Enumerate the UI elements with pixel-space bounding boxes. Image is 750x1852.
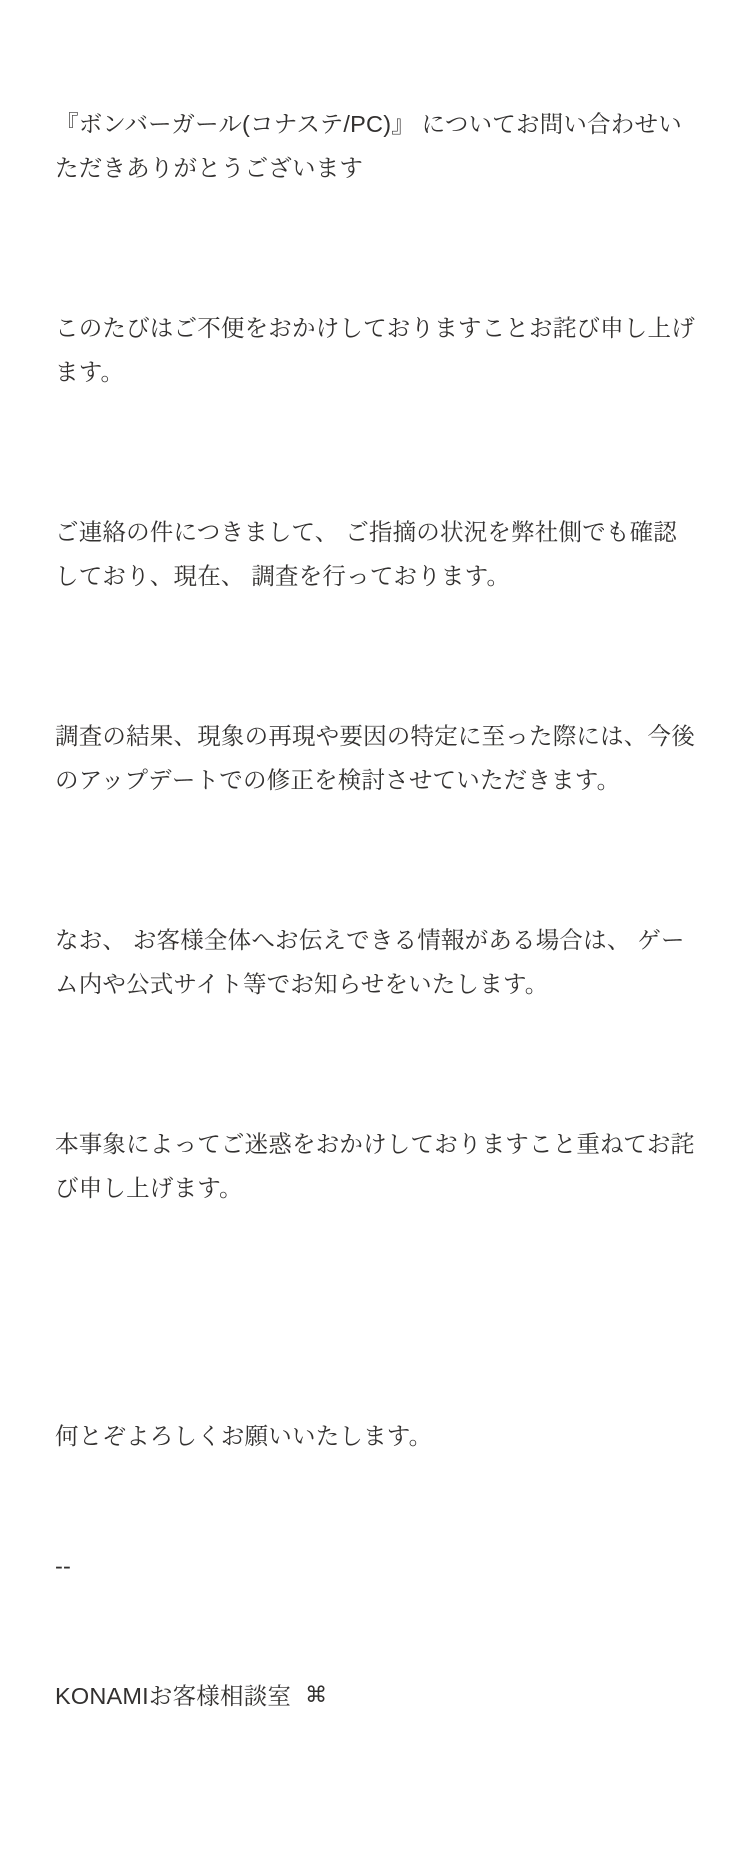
paragraph-update-plan: 調査の結果、現象の再現や要因の特定に至った際には、今後のアップデートでの修正を検討させていただきます。 bbox=[55, 723, 695, 793]
command-glyph-icon: ⌘ bbox=[305, 1683, 328, 1708]
signature-separator: -- bbox=[55, 1553, 72, 1579]
paragraph-apology: このたびはご不便をおかけしておりますことお詫び申し上げます。 bbox=[55, 315, 695, 385]
paragraph-closing: 何とぞよろしくお願いいたします。 bbox=[55, 1423, 433, 1449]
paragraph-greeting: 『ボンバーガール(コナステ/PC)』 についてお問い合わせいただきありがとうございます bbox=[55, 111, 682, 181]
paragraph-announcement: なお、 お客様全体へお伝えできる情報がある場合は、 ゲーム内や公式サイト等でお知らせをいたします。 bbox=[55, 927, 685, 997]
signature-name: KONAMIお客様相談室 bbox=[55, 1683, 292, 1709]
signature-name-row bbox=[55, 1674, 695, 1718]
paragraph-investigation: ご連絡の件につきまして、 ご指摘の状況を弊社側でも確認しており、現在、 調査を行っております。 bbox=[55, 519, 677, 589]
message-body bbox=[55, 14, 695, 1852]
signature-block bbox=[55, 1326, 695, 1806]
paragraph-second-apology: 本事象によってご迷惑をおかけしておりますこと重ねてお詫び申し上げます。 bbox=[55, 1131, 695, 1201]
